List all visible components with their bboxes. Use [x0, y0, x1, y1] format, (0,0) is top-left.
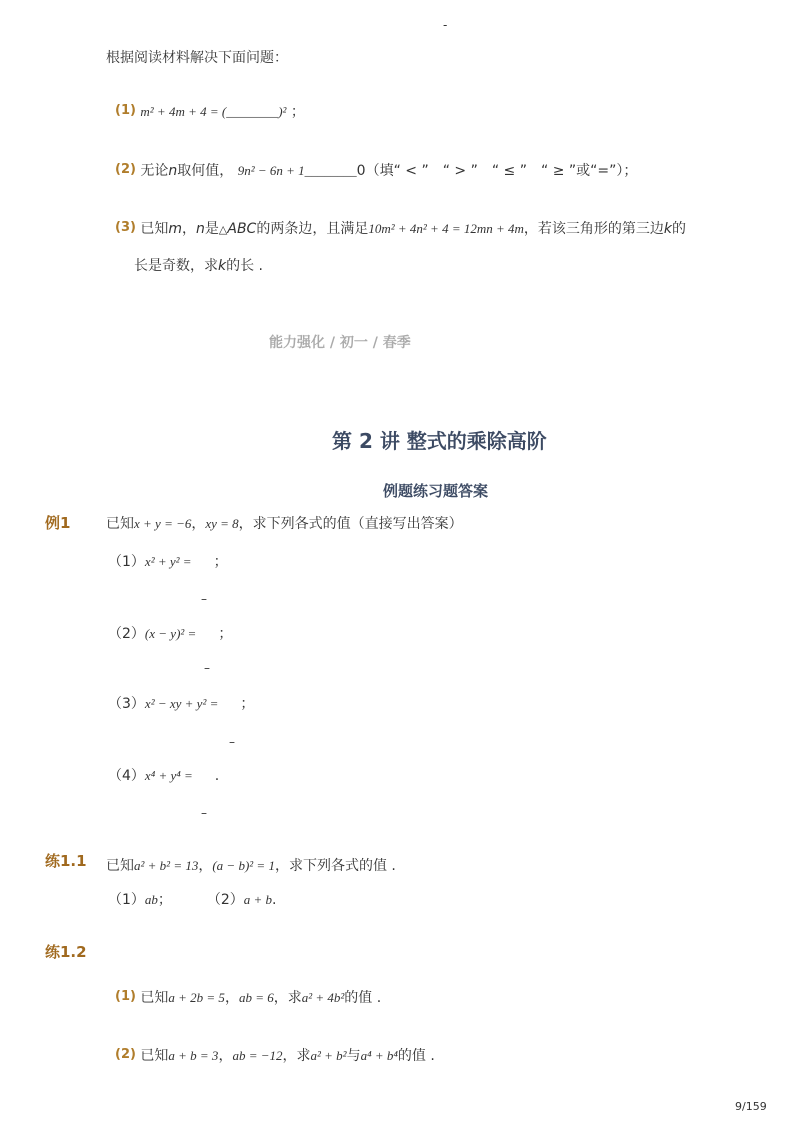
example-1-math-2: xy = 8	[205, 516, 239, 531]
problem-3-var-k: k	[663, 221, 673, 237]
practice-1-1-text-b: ，求下列各式的值 .	[274, 858, 396, 874]
q1-sep: ，	[224, 990, 239, 1006]
example-1-text-a: 已知	[106, 516, 134, 532]
problem-3-text-a: 已知	[140, 221, 169, 237]
problem-2-text-c: 0（填“ < ” “ > ” “ ≤ ” “ ≥ ”或“=”）；	[356, 163, 638, 179]
section-header: 能力强化 / 初一 / 春季	[269, 335, 411, 351]
practice-1-1-math-2: (a − b)² = 1	[212, 858, 275, 873]
sub-1-tail: ；	[157, 892, 172, 908]
practice-1-2-q1-number: (1)	[115, 989, 136, 1004]
practice-1-1-subitems	[108, 889, 276, 909]
q2-sep: ，	[218, 1048, 233, 1064]
q2-text-a: 已知	[140, 1048, 169, 1064]
problem-3-comma: ，	[182, 221, 197, 237]
problem-2-number: (2)	[115, 162, 136, 177]
q2-math-4: a⁴ + b⁴	[360, 1048, 398, 1063]
q2-text-c: 与	[346, 1048, 361, 1064]
q2-math-2: ab = −12	[232, 1048, 283, 1063]
problem-1	[115, 101, 305, 121]
item-1-number: （1）	[108, 554, 145, 570]
problem-2-text-a: 无论	[140, 163, 169, 179]
sub-2-tail: .	[272, 892, 277, 908]
problem-1-tail: ；	[290, 104, 305, 120]
problem-3-text-c: 的两条边，且满足	[256, 221, 369, 237]
item-2-math: (x − y)² =	[144, 626, 197, 641]
item-4-tail: .	[214, 768, 220, 784]
problem-2-math: 9n² − 6n + 1________	[237, 163, 357, 178]
item-2-tail: ；	[218, 626, 233, 642]
answer-dash-4: –	[201, 806, 207, 820]
problem-3-line-2-a: 长是奇数，求	[134, 258, 218, 274]
example-1-statement	[106, 513, 463, 533]
practice-1-1-sep: ，	[198, 858, 213, 874]
sub-2-math: a + b	[243, 892, 273, 907]
top-mark: -	[443, 18, 448, 32]
q2-text-d: 的值 .	[397, 1048, 435, 1064]
answer-dash-2: –	[204, 661, 210, 675]
page-title: 第 2 讲 整式的乘除高阶	[332, 429, 547, 453]
practice-1-1-label: 练1.1	[45, 852, 87, 870]
problem-1-number: (1)	[115, 103, 136, 118]
problem-1-math: m² + 4m + 4 = (________)²	[140, 104, 287, 119]
problem-3-text-b: 是	[204, 221, 219, 237]
practice-1-1-text-a: 已知	[106, 858, 134, 874]
problem-3-math: 10m² + 4n² + 4 = 12mn + 4m	[368, 221, 524, 236]
intro-text: 根据阅读材料解决下面问题：	[106, 50, 288, 66]
example-1-item-2	[108, 623, 232, 643]
item-2-number: （2）	[108, 626, 145, 642]
problem-2-var-n: n	[168, 163, 178, 179]
example-1-sep: ，	[191, 516, 206, 532]
q1-text-c: 的值 .	[344, 990, 382, 1006]
page-subtitle: 例题练习题答案	[383, 482, 489, 500]
triangle-icon: △	[218, 223, 228, 236]
problem-3	[115, 218, 686, 238]
example-1-math-1: x + y = −6	[134, 516, 192, 531]
example-1-label: 例1	[45, 514, 71, 532]
q1-text-b: ，求	[273, 990, 302, 1006]
practice-1-2-q1	[115, 987, 381, 1007]
item-4-math: x⁴ + y⁴ =	[144, 768, 193, 783]
example-1-text-b: ，求下列各式的值（直接写出答案）	[238, 516, 463, 532]
practice-1-1-math-1: a² + b² = 13	[134, 858, 199, 873]
q1-math-2: ab = 6	[238, 990, 274, 1005]
problem-3-text-e: 的	[672, 221, 687, 237]
sub-1-math: ab	[144, 892, 158, 907]
item-1-tail: ；	[213, 554, 228, 570]
practice-1-2-q2	[115, 1045, 435, 1065]
practice-1-2-q2-number: (2)	[115, 1047, 136, 1062]
q1-math-1: a + 2b = 5	[168, 990, 225, 1005]
problem-3-line-2	[134, 255, 263, 275]
sub-1-number: （1）	[108, 892, 145, 908]
problem-3-number: (3)	[115, 220, 136, 235]
problem-3-abc: ABC	[227, 221, 257, 237]
item-1-math: x² + y² =	[144, 554, 192, 569]
item-4-number: （4）	[108, 768, 145, 784]
problem-3-var-k-2: k	[218, 258, 227, 274]
q2-math-3: a² + b²	[310, 1048, 347, 1063]
problem-3-var-n: n	[196, 221, 205, 237]
problem-2-text-b: 取何值，	[177, 163, 234, 179]
example-1-item-4	[108, 765, 219, 785]
problem-2	[115, 160, 637, 180]
answer-dash-3: –	[229, 735, 235, 749]
problem-3-line-2-b: 的长 .	[226, 258, 264, 274]
q2-math-1: a + b = 3	[168, 1048, 219, 1063]
practice-1-2-label: 练1.2	[45, 943, 87, 961]
item-3-math: x² − xy + y² =	[144, 696, 219, 711]
problem-3-text-d: ，若该三角形的第三边	[523, 221, 664, 237]
example-1-item-3	[108, 693, 254, 713]
q1-math-3: a² + 4b²	[301, 990, 345, 1005]
practice-1-1-statement	[106, 855, 396, 875]
q1-text-a: 已知	[140, 990, 169, 1006]
q2-text-b: ，求	[282, 1048, 311, 1064]
sub-2-number: （2）	[206, 892, 244, 908]
problem-3-var-m: m	[168, 221, 183, 237]
page-number: 9/159	[735, 1100, 767, 1113]
item-3-number: （3）	[108, 696, 145, 712]
item-3-tail: ；	[240, 696, 255, 712]
example-1-item-1	[108, 551, 228, 571]
answer-dash-1: –	[201, 592, 207, 606]
